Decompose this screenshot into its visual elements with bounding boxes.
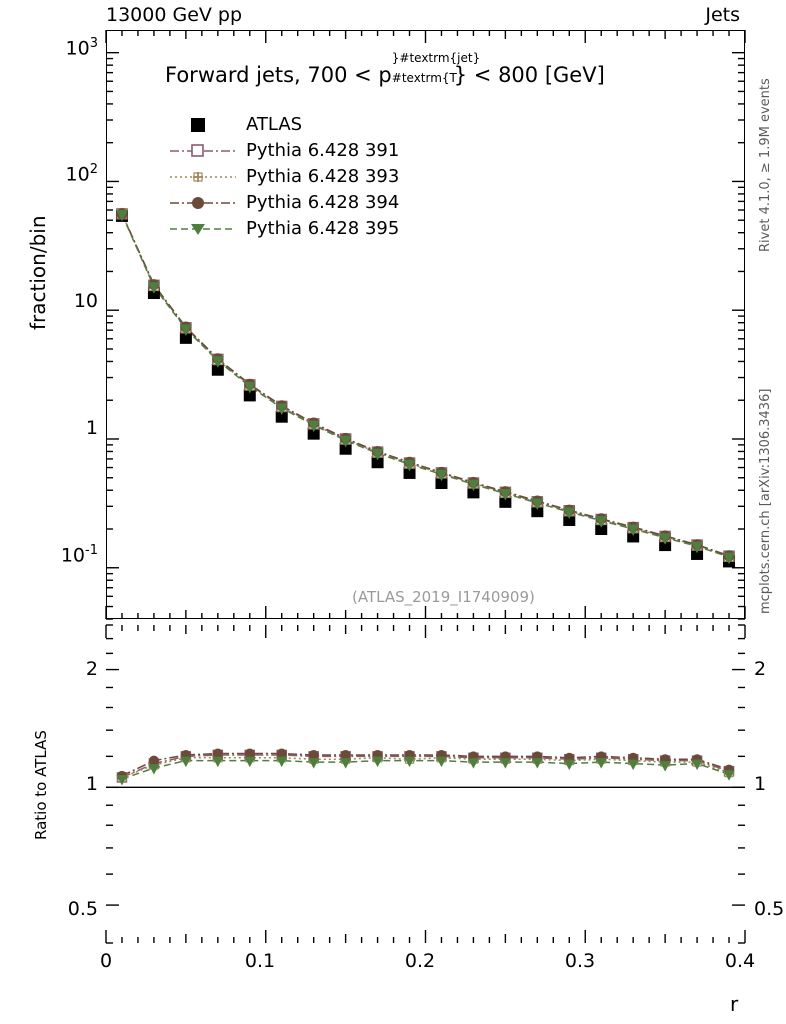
y-tick-100: $10^2$ — [65, 162, 98, 186]
legend-label: Pythia 6.428 393 — [246, 166, 400, 187]
y-tick-1: 1 — [85, 417, 98, 439]
plot-title-sup: }#textrm{jet} — [391, 51, 481, 65]
y-tick-0.1: $10^{-1}$ — [60, 543, 98, 567]
side-annotation-mcplots: mcplots.cern.ch [arXiv:1306.3436] — [758, 388, 773, 614]
ratio-y-axis-label: Ratio to ATLAS — [32, 730, 50, 840]
ratio-y-tick-1-right: 1 — [754, 773, 767, 795]
legend-label: ATLAS — [246, 114, 303, 135]
ratio-y-tick-05-left: 0.5 — [67, 898, 98, 920]
plot-title-sub: #textrm{T — [391, 71, 457, 85]
x-tick-0.3: 0.3 — [564, 950, 596, 972]
legend-label: Pythia 6.428 394 — [246, 192, 400, 213]
x-axis-label: r — [730, 992, 739, 1016]
series-line — [122, 214, 729, 557]
header-category-label: Jets — [705, 4, 740, 26]
x-tick-0: 0 — [99, 950, 113, 972]
side-annotation-rivet: Rivet 4.1.0, ≥ 1.9M events — [758, 78, 773, 252]
y-axis-label: fraction/bin — [26, 215, 50, 330]
series-line — [122, 213, 729, 556]
plot-title-pre: Forward jets, 700 < p — [165, 63, 392, 87]
x-tick-0.2: 0.2 — [404, 950, 436, 972]
ratio-y-tick-05-right: 0.5 — [754, 898, 785, 920]
y-tick-1000: $10^3$ — [65, 36, 98, 60]
legend-label: Pythia 6.428 395 — [246, 218, 400, 239]
x-tick-0.4: 0.4 — [724, 950, 756, 972]
ratio-y-tick-2-right: 2 — [754, 658, 767, 680]
header-beam-label: 13000 GeV pp — [106, 4, 243, 26]
plot-title-post: } < 800 [GeV] — [453, 63, 605, 87]
series-line — [122, 214, 729, 556]
analysis-watermark: (ATLAS_2019_I1740909) — [352, 588, 535, 606]
series-line — [122, 214, 729, 556]
ratio-y-tick-1-left: 1 — [85, 773, 98, 795]
legend-label: Pythia 6.428 391 — [246, 140, 400, 161]
x-tick-0.1: 0.1 — [244, 950, 276, 972]
ratio-y-tick-2-left: 2 — [85, 658, 98, 680]
y-tick-10: 10 — [73, 290, 98, 312]
